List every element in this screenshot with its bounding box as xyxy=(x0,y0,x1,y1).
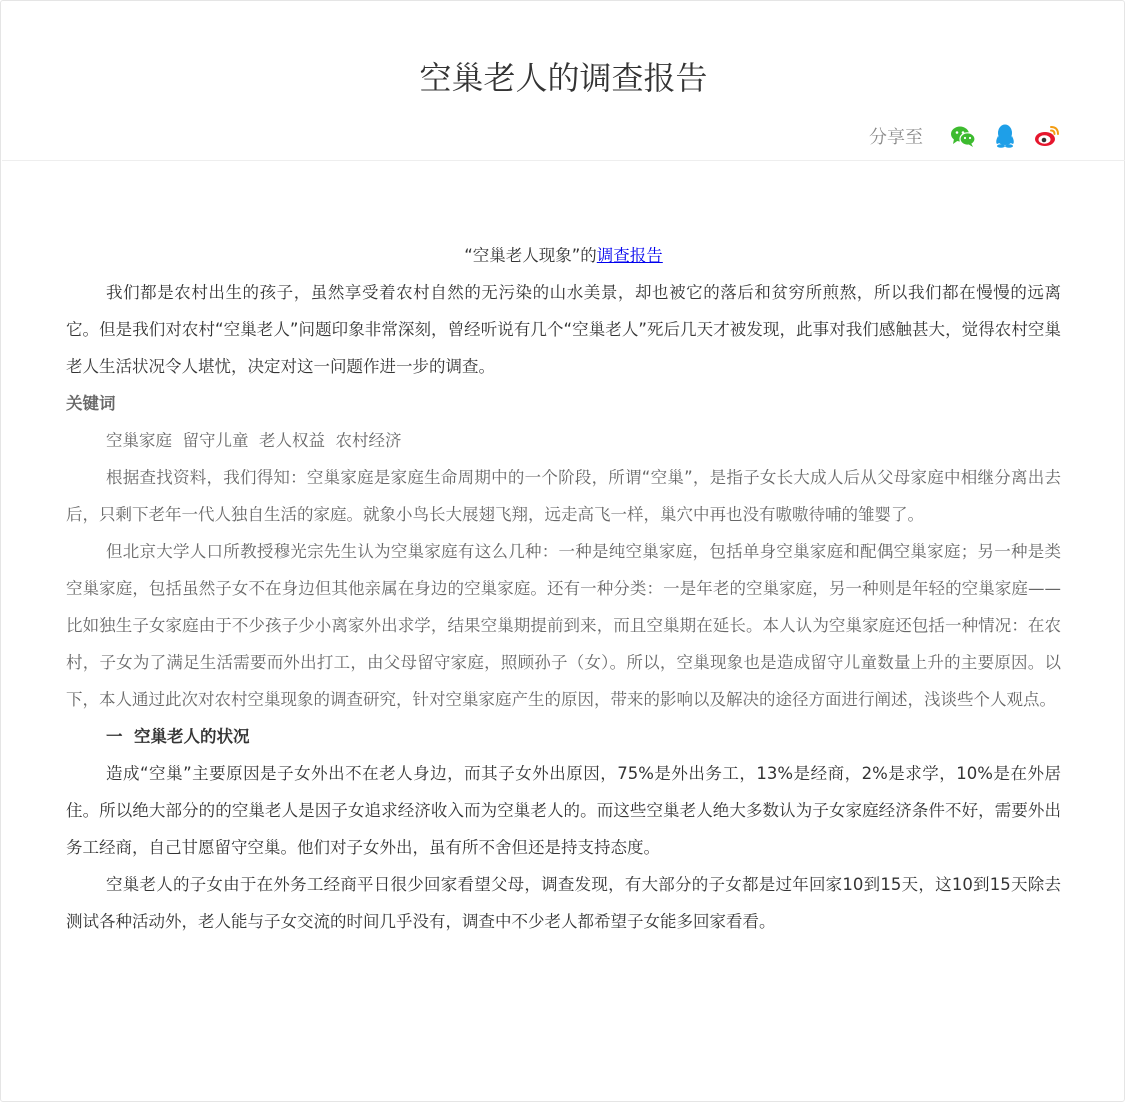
keywords-list: 空巢家庭 留守儿童 老人权益 农村经济 xyxy=(106,431,402,450)
causes-paragraph: 造成“空巢”主要原因是子女外出不在老人身边，而其子女外出原因，75%是外出务工，13%是经商，2%是求学，10%是在外居住。所以绝大部分的的空巢老人是因子女追求经济收入而为空巢老人的。而这些空巢老人绝大多数认为子女家庭经济条件不好，需要外出务工经商，自己甘愿留守空巢。他们对子女外出，虽有所不舍但还是持支持态度。 xyxy=(66,764,1061,857)
intro-paragraph: 我们都是农村出生的孩子，虽然享受着农村自然的无污染的山水美景，却也被它的落后和贫穷所煎熬，所以我们都在慢慢的远离它。但是我们对农村“空巢老人”问题印象非常深刻，曾经听说有几个“空巢老人”死后几天才被发现，此事对我们感触甚大，觉得农村空巢老人生活状况令人堪忧，决定对这一问题作进一步的调查。 xyxy=(66,283,1061,376)
wechat-icon[interactable] xyxy=(949,122,977,150)
subtitle-prefix: “空巢老人现象”的 xyxy=(464,246,597,265)
definition-paragraph: 根据查找资料，我们得知：空巢家庭是家庭生命周期中的一个阶段，所谓“空巢”，是指子女长大成人后从父母家庭中相继分离出去后，只剩下老年一代人独自生活的家庭。就象小鸟长大展翅飞翔，远走高飞一样，巢穴中再也没有嗷嗷待哺的雏婴了。 xyxy=(66,468,1061,524)
keywords-heading: 关键词 xyxy=(66,394,116,413)
weibo-icon[interactable] xyxy=(1033,122,1061,150)
article-body xyxy=(66,241,1061,940)
qq-icon[interactable] xyxy=(991,122,1019,150)
report-link[interactable]: 调查报告 xyxy=(596,246,663,265)
header-divider xyxy=(2,160,1125,161)
children-paragraph: 空巢老人的子女由于在外务工经商平日很少回家看望父母，调查发现，有大部分的子女都是过年回家10到15天，这10到15天除去测试各种活动外，老人能与子女交流的时间几乎没有，调查中不少老人都希望子女能多回家看看。 xyxy=(66,875,1061,931)
section-heading: 一 空巢老人的状况 xyxy=(106,727,250,746)
article-subtitle xyxy=(66,237,1061,274)
share-label: 分享至 xyxy=(869,127,923,148)
classification-paragraph: 但北京大学人口所教授穆光宗先生认为空巢家庭有这么几种：一种是纯空巢家庭，包括单身空巢家庭和配偶空巢家庭；另一种是类空巢家庭，包括虽然子女不在身边但其他亲属在身边的空巢家庭。还有一种分类：一是年老的空巢家庭，另一种则是年轻的空巢家庭——比如独生子女家庭由于不少孩子少小离家外出求学，结果空巢期提前到来，而且空巢期在延长。本人认为空巢家庭还包括一种情况：在农村，子女为了满足生活需要而外出打工，由父母留守家庭，照顾孙子（女）。所以，空巢现象也是造成留守儿童数量上升的主要原因。以下，本人通过此次对农村空巢现象的调查研究，针对空巢家庭产生的原因，带来的影响以及解决的途径方面进行阐述，浅谈些个人观点。 xyxy=(66,542,1061,709)
page-title: 空巢老人的调查报告 xyxy=(419,59,708,97)
share-bar xyxy=(869,121,1061,151)
